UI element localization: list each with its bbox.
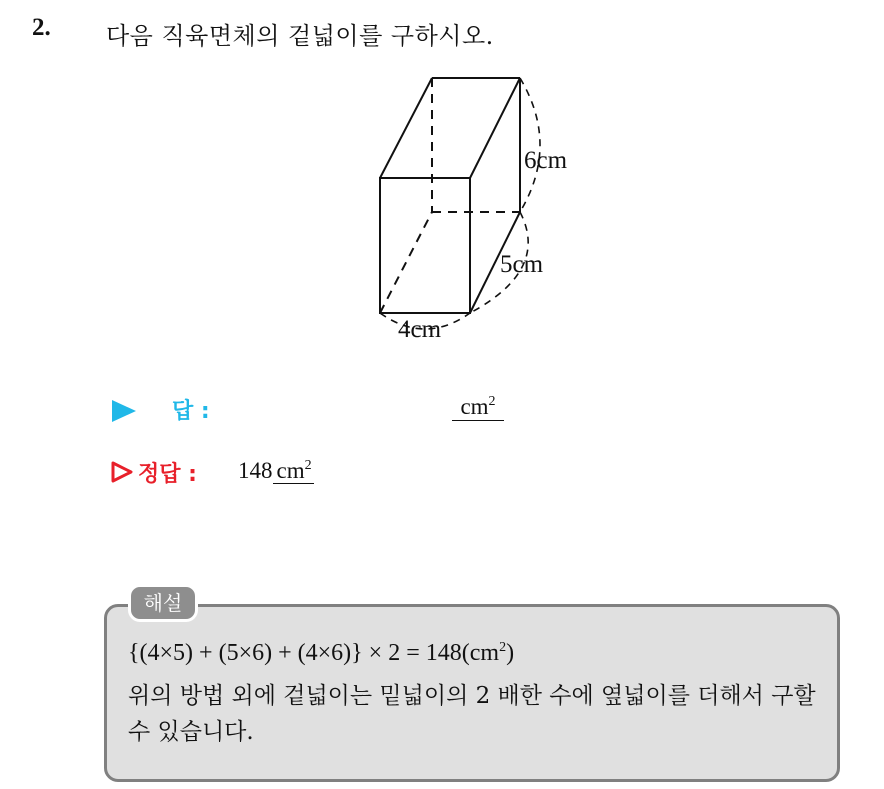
correct-label: 정답 : [138, 462, 197, 487]
correct-number: 148 [238, 458, 273, 483]
answer-unit [452, 394, 504, 421]
play-triangle-icon [112, 400, 136, 422]
formula-exponent: 2 [499, 640, 507, 655]
correct-answer-row [108, 456, 528, 492]
front-face [380, 178, 470, 313]
height-arc [520, 78, 540, 212]
correct-unit-text: cm [276, 458, 305, 483]
answer-unit-exponent: 2 [488, 394, 496, 409]
edge-top-right [470, 78, 520, 178]
question-number: 2. [32, 14, 51, 41]
explanation-formula [128, 640, 514, 667]
correct-unit-exponent: 2 [304, 458, 312, 473]
cuboid-figure [360, 60, 620, 360]
explanation-tag: 해설 [128, 584, 198, 622]
formula-close: ) [506, 640, 515, 666]
cuboid-diagram [360, 60, 620, 360]
explanation-text: 위의 방법 외에 겉넓이는 밑넓이의 2 배한 수에 옆넓이를 더해서 구할 수 있습니다. [128, 683, 816, 745]
outline-triangle-icon [110, 460, 134, 484]
question-text: 다음 직육면체의 겉넓이를 구하시오. [106, 22, 494, 50]
correct-value [238, 458, 314, 484]
hidden-edge-diagonal [380, 212, 432, 313]
width-label: 4cm [398, 316, 442, 343]
answer-label: 답 : [172, 399, 210, 424]
height-label: 6cm [524, 147, 568, 174]
correct-unit [273, 458, 314, 484]
edge-top-left [380, 78, 432, 178]
depth-label: 5cm [500, 251, 544, 278]
formula-text: {(4×5) + (5×6) + (4×6)} × 2 = 148(cm [128, 640, 500, 666]
answer-row [108, 394, 528, 430]
answer-unit-text: cm [460, 394, 489, 419]
